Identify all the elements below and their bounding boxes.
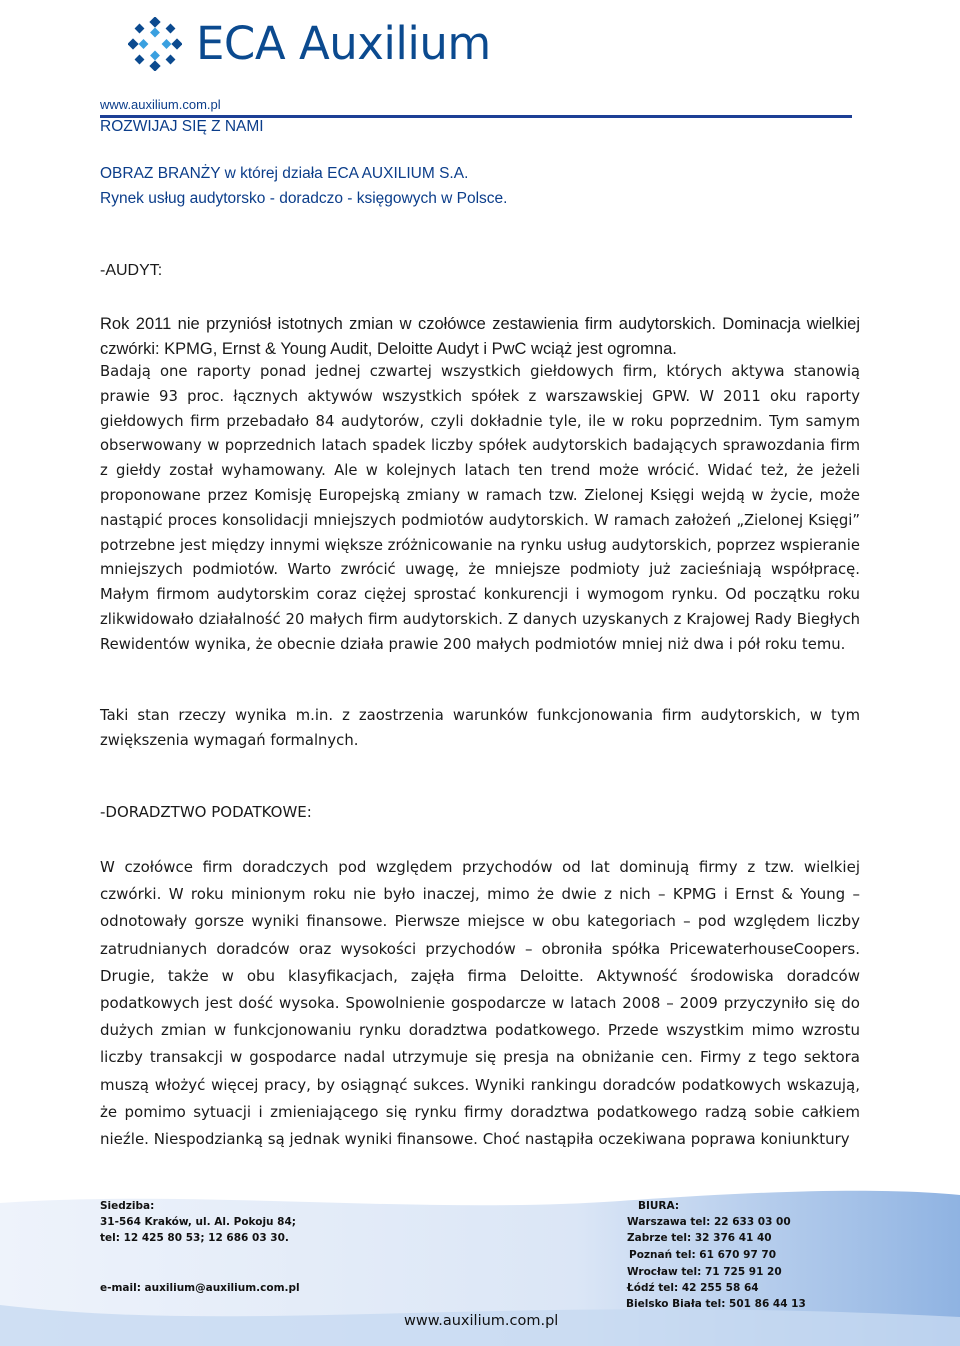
footer-office-item: Bielsko Biała tel: 501 86 44 13 xyxy=(626,1298,806,1310)
doradztwo-paragraph-body: W czołówce firm doradczych pod względem przychodów od lat dominują firmy z tzw. wielkiej czwórki. W roku minionym roku nie było inaczej, mimo że dwie z nich – KPMG i Ernst & Young – odnotowały gorsze wyniki finansowe. Pierwsze miejsce w obu kategoriach – pod względem liczby zatrudnianych doradców oraz wysokości przychodów – obroniła spółka PricewaterhouseCoopers. Drugie, także w obu klasyfikacjach, zajęła firma Deloitte. Aktywność środowiska doradców podatkowych jest dość wysoka. Spowolnienie gospodarcze w latach 2008 – 2009 przyczyniło się do dużych zmian w funkcjonowaniu rynku doradztwa podatkowego. Przede wszystkim mimo wzrostu liczby transakcji w gospodarce nadal utrzymuje się presja na obniżanie cen. Firmy z tego sektora muszą włożyć więcej pracy, by osiągnąć sukces. Wyniki rankingu doradców podatkowych wskazują, że pomimo sytuacji i zmieniającego się rynku firmy doradztwa podatkowego radzą sobie całkiem nieźle. Niespodzianką są jednak wyniki finansowe. Choć nastąpiła oczekiwana poprawa koniunktury xyxy=(100,858,860,1149)
audyt-paragraph-body: Badają one raporty ponad jednej czwartej wszystkich giełdowych firm, których aktywa stanowią prawie 93 proc. łącznych aktywów wszystkich spółek z warszawskiej GPW. W 2011 oku raporty giełdowych firm przebadało 84 audytorów, czyli dokładnie tyle, ile w roku poprzednim. Tym samym obserwowany w poprzednich latach spadek liczby spółek audytorskich badających sprawozdania firm z giełdy został wyhamowany. Ale w kolejnych latach ten trend może wrócić. Widać też, że jeżeli proponowane przez Komisję Europejską zmiany w ramach tzw. Zielonej Księgi wejdą w życie, może nastąpić proces konsolidacji mniejszych podmiotów audytorskich. W ramach założeń „Zielonej Księgi” potrzebne jest między innymi większe zróżnicowanie na rynku usług audytorskich, poprzez wspieranie mniejszych podmiotów. Warto zwrócić uwagę, że mniejsze podmioty już zacieśniają współpracę. Małym firmom audytorskim coraz ciężej sprostać konkurencji i wymogom rynku. Od początku roku zlikwidowało działalność 20 małych firm audytorskich. Z danych uzyskanych z Krajowej Rady Biegłych Rewidentów wynika, że obecnie działa prawie 200 małych podmiotów mniej niż dwa i pół roku temu. xyxy=(100,363,860,653)
company-logo xyxy=(128,14,491,74)
footer-seat-address: 31-564 Kraków, ul. Al. Pokoju 84; xyxy=(100,1216,296,1228)
site-url[interactable]: www.auxilium.com.pl xyxy=(100,97,221,112)
footer-email[interactable]: e-mail: auxilium@auxilium.com.pl xyxy=(100,1282,300,1294)
section-heading-audyt: -AUDYT: xyxy=(100,262,163,279)
audyt-paragraph-intro: Rok 2011 nie przyniósł istotnych zmian w czołówce zestawienia firm audytorskich. Dominacja wielkiej czwórki: KPMG, Ernst & Young Audit, Deloitte Audyt i PwC wciąż jest ogromna. xyxy=(100,315,860,358)
headline-subtitle: Rynek usług audytorsko - doradczo - księgowych w Polsce. xyxy=(100,190,508,207)
footer-url[interactable]: www.auxilium.com.pl xyxy=(404,1313,559,1329)
headline-title: OBRAZ BRANŻY w której działa ECA AUXILIUM S.A. xyxy=(100,165,469,182)
footer-seat-label: Siedziba: xyxy=(100,1200,155,1212)
brand-name: ECA Auxilium xyxy=(196,17,491,70)
page-footer xyxy=(0,1185,960,1346)
footer-offices-label: BIURA: xyxy=(638,1200,680,1212)
footer-office-item: Zabrze tel: 32 376 41 40 xyxy=(627,1232,772,1244)
star-logo-icon xyxy=(128,17,182,71)
footer-office-item: Poznań tel: 61 670 97 70 xyxy=(629,1249,777,1261)
footer-office-item: Warszawa tel: 22 633 03 00 xyxy=(627,1216,791,1228)
headline-tagline: ROZWIJAJ SIĘ Z NAMI xyxy=(100,118,264,135)
audyt-paragraph-conclusion: Taki stan rzeczy wynika m.in. z zaostrzenia warunków funkcjonowania firm audytorskich, w tym zwiększenia wymagań formalnych. xyxy=(100,707,860,749)
footer-office-item: Wrocław tel: 71 725 91 20 xyxy=(627,1266,782,1278)
section-heading-doradztwo: -DORADZTWO PODATKOWE: xyxy=(100,803,312,821)
footer-seat-phone: tel: 12 425 80 53; 12 686 03 30. xyxy=(100,1232,289,1244)
footer-office-item: Łódź tel: 42 255 58 64 xyxy=(627,1282,759,1294)
